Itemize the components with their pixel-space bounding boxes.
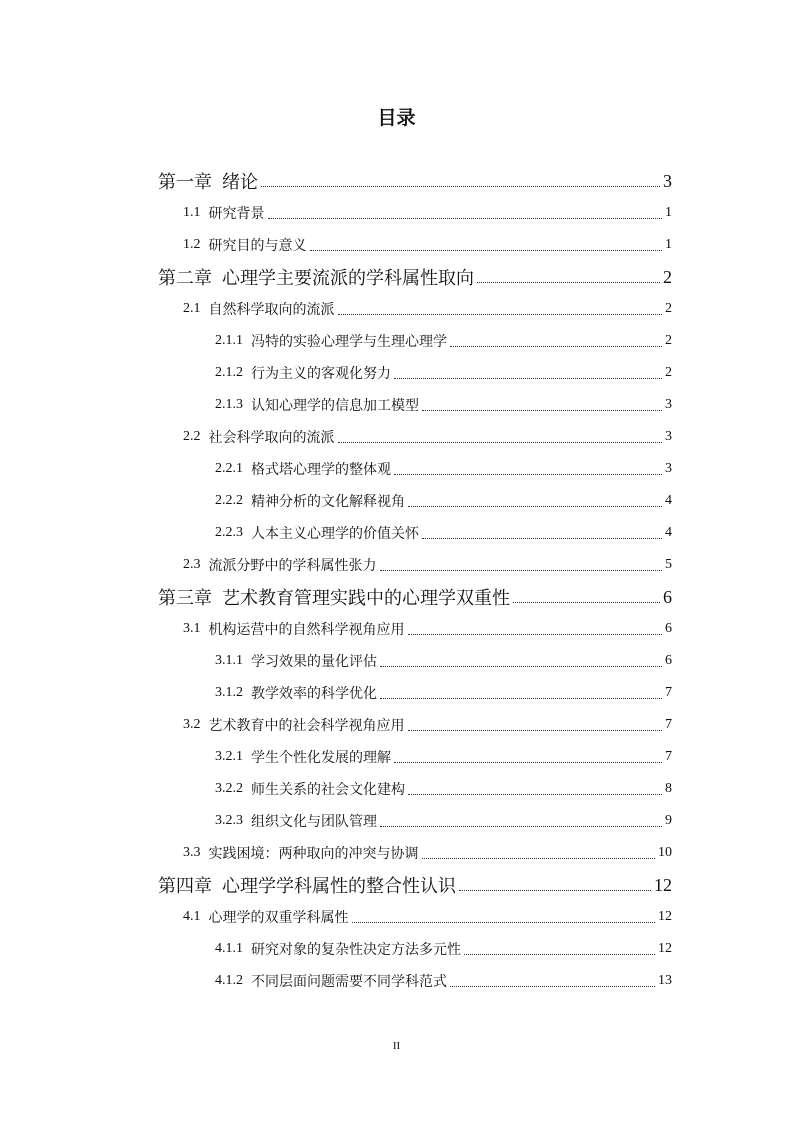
toc-section-entry[interactable] (158, 901, 672, 933)
entry-number: 第三章 (158, 588, 212, 608)
entry-page-number: 1 (665, 237, 672, 252)
entry-title: 研究背景 (208, 207, 265, 222)
entry-number: 3.2 (183, 717, 201, 732)
entry-title: 不同层面问题需要不同学科范式 (251, 975, 447, 990)
entry-title: 流派分野中的学科属性张力 (208, 559, 377, 574)
entry-page-number: 6 (665, 621, 672, 636)
toc-subsection-entry[interactable] (158, 805, 672, 837)
entry-number: 4.1.1 (215, 941, 243, 956)
entry-page-number: 6 (663, 586, 672, 607)
dot-leader (394, 474, 662, 475)
entry-page-number: 5 (665, 557, 672, 572)
entry-page-number: 2 (663, 266, 672, 287)
dot-leader (450, 986, 655, 987)
toc-subsection-entry[interactable] (158, 645, 672, 677)
entry-title: 学习效果的量化评估 (251, 655, 377, 670)
entry-title: 组织文化与团队管理 (251, 815, 377, 830)
dot-leader (464, 954, 655, 955)
entry-number: 2.1.2 (215, 365, 243, 380)
dot-leader (310, 250, 663, 251)
entry-title: 师生关系的社会文化建构 (251, 783, 405, 798)
toc-subsection-entry[interactable] (158, 517, 672, 549)
entry-page-number: 10 (658, 845, 672, 860)
entry-title: 行为主义的客观化努力 (251, 367, 391, 382)
dot-leader (352, 922, 656, 923)
toc-subsection-entry[interactable] (158, 485, 672, 517)
dot-leader (338, 314, 663, 315)
entry-number: 2.3 (183, 557, 201, 572)
entry-number: 第一章 (158, 172, 212, 192)
entry-number: 1.2 (183, 237, 201, 252)
entry-page-number: 4 (665, 493, 672, 508)
entry-title: 实践困境：两种取向的冲突与协调 (208, 847, 419, 862)
dot-leader (380, 570, 663, 571)
dot-leader (380, 666, 662, 667)
entry-title: 研究对象的复杂性决定方法多元性 (251, 943, 461, 958)
entry-number: 第二章 (158, 268, 212, 288)
entry-title: 机构运营中的自然科学视角应用 (208, 623, 405, 638)
entry-number: 2.2.3 (215, 525, 243, 540)
entry-title: 社会科学取向的流派 (208, 431, 335, 446)
entry-page-number: 12 (658, 941, 672, 956)
entry-page-number: 2 (665, 365, 672, 380)
entry-title: 心理学学科属性的整合性认识 (222, 876, 456, 896)
entry-page-number: 1 (665, 205, 672, 220)
entry-number: 4.1 (183, 909, 201, 924)
entry-title: 研究目的与意义 (208, 239, 307, 254)
entry-page-number: 3 (665, 429, 672, 444)
entry-number: 3.2.1 (215, 749, 243, 764)
toc-subsection-entry[interactable] (158, 965, 672, 997)
toc-chapter-entry[interactable] (158, 869, 672, 901)
dot-leader (422, 858, 656, 859)
entry-number: 3.2.3 (215, 813, 243, 828)
toc-section-entry[interactable] (158, 421, 672, 453)
dot-leader (380, 698, 662, 699)
entry-title: 艺术教育管理实践中的心理学双重性 (222, 588, 510, 608)
table-of-contents (158, 165, 672, 997)
toc-section-entry[interactable] (158, 549, 672, 581)
entry-number: 2.1 (183, 301, 201, 316)
toc-chapter-entry[interactable] (158, 165, 672, 197)
entry-number: 2.1.3 (215, 397, 243, 412)
dot-leader (408, 794, 662, 795)
entry-title: 冯特的实验心理学与生理心理学 (251, 335, 447, 350)
entry-page-number: 7 (665, 749, 672, 764)
dot-leader (394, 762, 662, 763)
entry-page-number: 3 (663, 170, 672, 191)
entry-number: 3.1.1 (215, 653, 243, 668)
entry-page-number: 3 (665, 461, 672, 476)
entry-title: 精神分析的文化解释视角 (251, 495, 405, 510)
dot-leader (408, 730, 663, 731)
entry-page-number: 9 (665, 813, 672, 828)
toc-subsection-entry[interactable] (158, 773, 672, 805)
entry-number: 2.2.1 (215, 461, 243, 476)
entry-title: 格式塔心理学的整体观 (251, 463, 391, 478)
entry-title: 心理学的双重学科属性 (208, 911, 349, 926)
toc-section-entry[interactable] (158, 197, 672, 229)
entry-page-number: 6 (665, 653, 672, 668)
dot-leader (450, 346, 662, 347)
entry-title: 认知心理学的信息加工模型 (251, 399, 419, 414)
entry-title: 心理学主要流派的学科属性取向 (222, 268, 474, 288)
page-number: II (392, 1040, 401, 1052)
entry-number: 2.2 (183, 429, 201, 444)
toc-subsection-entry[interactable] (158, 741, 672, 773)
entry-number: 3.1.2 (215, 685, 243, 700)
entry-number: 2.1.1 (215, 333, 243, 348)
dot-leader (422, 410, 662, 411)
dot-leader (459, 890, 651, 891)
toc-section-entry[interactable] (158, 709, 672, 741)
toc-section-entry[interactable] (158, 229, 672, 261)
toc-chapter-entry[interactable] (158, 581, 672, 613)
dot-leader (268, 218, 663, 219)
dot-leader (408, 506, 662, 507)
entry-page-number: 7 (665, 717, 672, 732)
toc-subsection-entry[interactable] (158, 933, 672, 965)
toc-subsection-entry[interactable] (158, 325, 672, 357)
toc-chapter-entry[interactable] (158, 261, 672, 293)
entry-title: 人本主义心理学的价值关怀 (251, 527, 419, 542)
dot-leader (513, 602, 660, 603)
entry-number: 第四章 (158, 876, 212, 896)
entry-title: 绪论 (222, 172, 258, 192)
entry-page-number: 7 (665, 685, 672, 700)
entry-title: 教学效率的科学优化 (251, 687, 377, 702)
entry-page-number: 2 (665, 333, 672, 348)
entry-page-number: 2 (665, 301, 672, 316)
entry-page-number: 4 (665, 525, 672, 540)
toc-subsection-entry[interactable] (158, 453, 672, 485)
entry-number: 2.2.2 (215, 493, 243, 508)
toc-subsection-entry[interactable] (158, 677, 672, 709)
entry-page-number: 13 (658, 973, 672, 988)
toc-section-entry[interactable] (158, 293, 672, 325)
toc-section-entry[interactable] (158, 837, 672, 869)
dot-leader (422, 538, 662, 539)
entry-page-number: 12 (654, 874, 672, 895)
entry-number: 3.2.2 (215, 781, 243, 796)
entry-page-number: 3 (665, 397, 672, 412)
toc-title: 目录 (377, 107, 416, 129)
entry-number: 3.3 (183, 845, 201, 860)
entry-title: 自然科学取向的流派 (208, 303, 335, 318)
entry-number: 1.1 (183, 205, 201, 220)
entry-page-number: 8 (665, 781, 672, 796)
entry-page-number: 12 (658, 909, 672, 924)
dot-leader (380, 826, 662, 827)
toc-subsection-entry[interactable] (158, 357, 672, 389)
dot-leader (394, 378, 662, 379)
dot-leader (408, 634, 663, 635)
entry-number: 4.1.2 (215, 973, 243, 988)
dot-leader (477, 282, 660, 283)
entry-number: 3.1 (183, 621, 201, 636)
dot-leader (338, 442, 663, 443)
dot-leader (261, 186, 660, 187)
toc-section-entry[interactable] (158, 613, 672, 645)
entry-title: 艺术教育中的社会科学视角应用 (208, 719, 405, 734)
toc-subsection-entry[interactable] (158, 389, 672, 421)
entry-title: 学生个性化发展的理解 (251, 751, 391, 766)
